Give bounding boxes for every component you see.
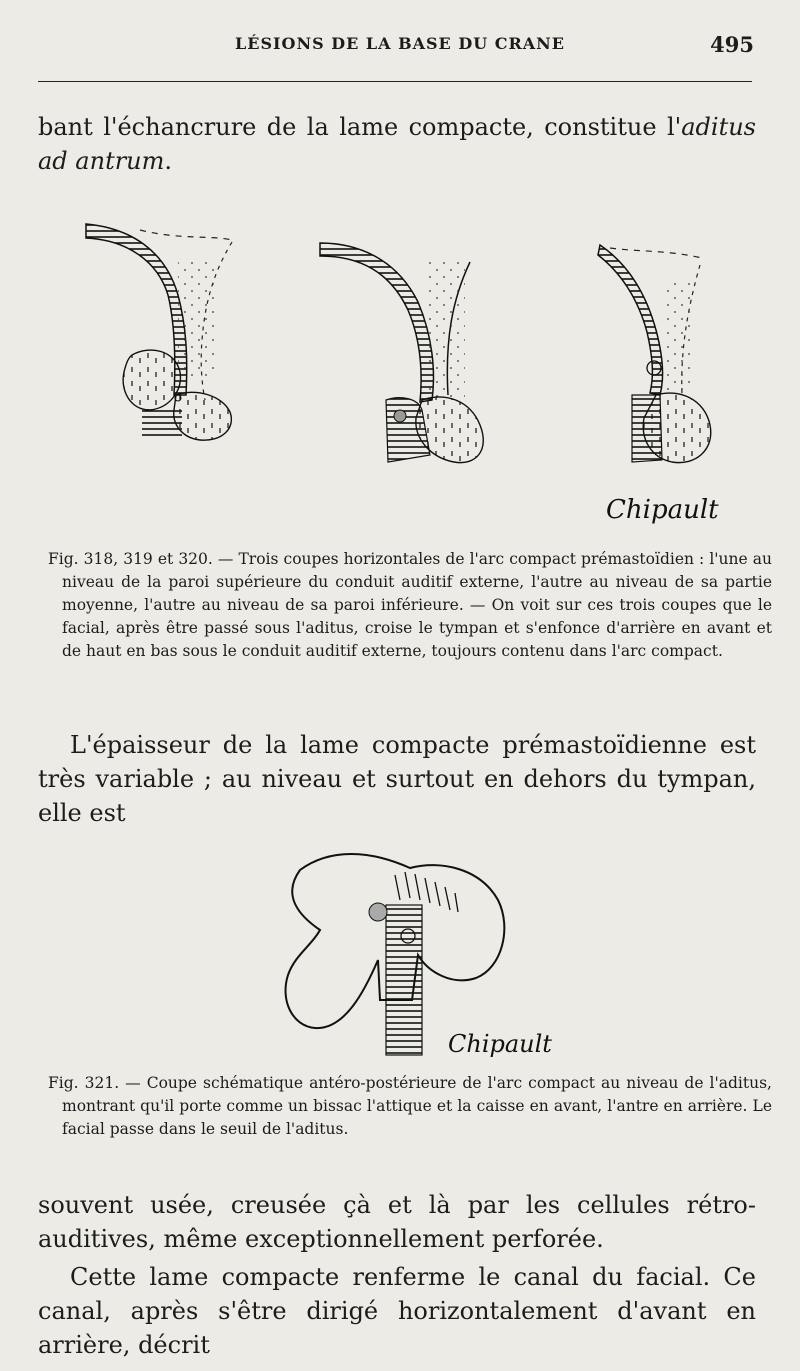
paragraph-3-text: souvent usée, creusée çà et là par les cellules rétro-auditives, même exceptionnellement perforée.: [38, 1191, 756, 1253]
paragraph-1-text: bant l'échancrure de la lame compacte, constitue l': [38, 113, 682, 141]
paragraph-3: [38, 1188, 756, 1362]
running-title: LÉSIONS DE LA BASE DU CRANE: [235, 34, 565, 53]
page-number: 495: [710, 32, 754, 57]
figure-319: [320, 243, 483, 463]
figure-320: [598, 245, 711, 463]
paragraph-1-end: .: [164, 147, 173, 175]
signature-1: Chipault: [606, 495, 719, 525]
paragraph-4-text: Cette lame compacte renferme le canal du facial. Ce canal, après s'être dirigé horizontalement d'avant en arrière, décrit: [38, 1263, 756, 1359]
paragraph-2: L'épaisseur de la lame compacte prémastoïdienne est très variable ; au niveau et surtout en dehors du tympan, elle est: [38, 731, 756, 827]
figure-318: [86, 224, 232, 440]
figure-321: [286, 854, 505, 1055]
aditus-ad-antrum-term: aditus ad antrum: [38, 113, 756, 175]
signature-2: Chipault: [448, 1030, 552, 1058]
figure-318-320-caption: Fig. 318, 319 et 320. — Trois coupes horizontales de l'arc compact prémastoïdien : l'une au niveau de la paroi supérieure du conduit auditif externe, l'autre au niveau de sa partie moyenne, l'autre au niveau de sa paroi inférieure. — On voit sur ces trois coupes que le facial, après être passé sous l'aditus, croise le tympan et s'enfonce d'arrière en avant et de haut en bas sous le conduit auditif externe, toujours contenu dans l'arc compact.: [48, 550, 772, 660]
figure-321-caption: Fig. 321. — Coupe schématique antéro-postérieure de l'arc compact au niveau de l'aditus, montrant qu'il porte comme un bissac l'attique et la caisse en avant, l'antre en arrière. Le facial passe dans le seuil de l'aditus.: [48, 1074, 772, 1138]
